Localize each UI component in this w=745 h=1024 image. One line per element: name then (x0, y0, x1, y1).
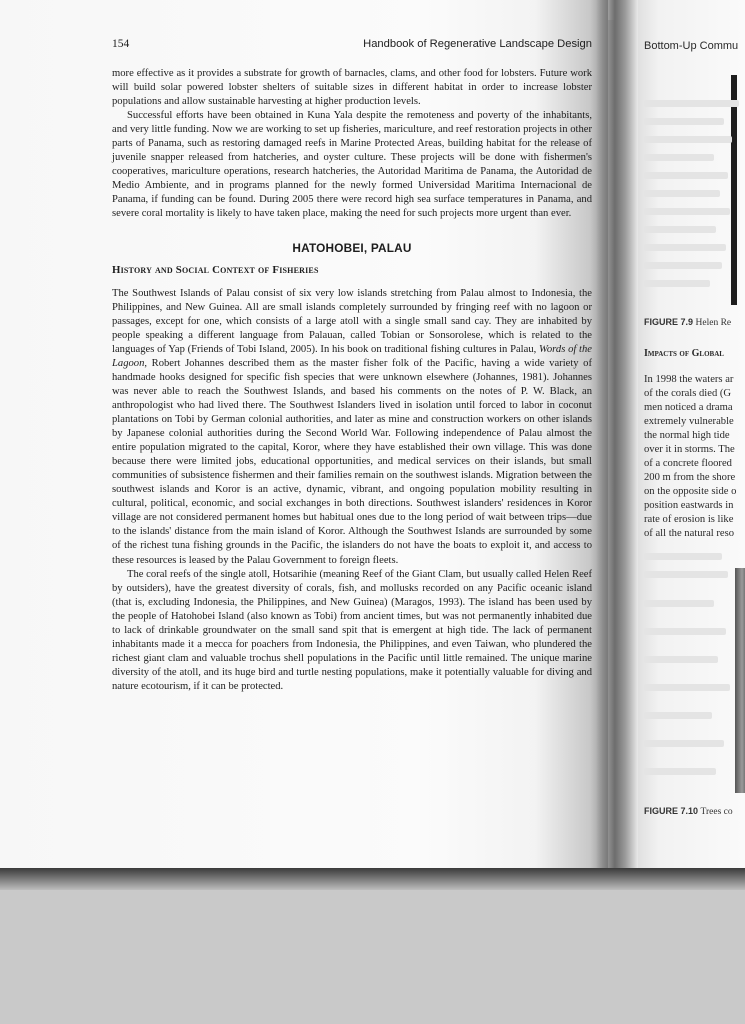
paragraph-coral-reefs: The coral reefs of the single atoll, Hotsarihie (meaning Reef of the Giant Clam, but usually called Helen Reef by outsiders), have the greatest diversity of corals, fish, and mollusks recorded on any Pacific oceanic island (that is, excluding Indonesia, the Philippines, and New Guinea) (Maragos, 1993). The island has been used by the people of Hatohobei Island (also known as Tobi) from ancient times, but was not permanently inhabited due to lack of drinkable groundwater on the small sand spit that is emergent at high tide. The lack of permanent inhabitants made it a mecca for poachers from Indonesia, the Philippines, and even Taiwan, who plundered the richest giant clam and valuable trochus shell populations in the Pacific until little remained. The unique marine diversity of the atoll, and its huge bird and turtle nesting populations, make it potentially valuable for diving and nature ecotourism, if it can be protected. (112, 568, 592, 692)
faint-text-line (644, 684, 730, 691)
faint-text-line (644, 600, 714, 607)
paragraph-southwest-islands (112, 287, 592, 568)
figure-label: FIGURE 7.9 (644, 317, 694, 327)
faint-text-line (644, 100, 739, 107)
right-text-line: on the opposite side o (644, 486, 737, 497)
figure-7-9-photo-edge (731, 75, 737, 305)
running-head (112, 38, 592, 54)
faint-text-line (644, 262, 722, 269)
subsection-heading: History and Social Context of Fisheries (112, 263, 319, 276)
right-text-line: of all the natural reso (644, 528, 735, 539)
faint-text-line (644, 208, 730, 215)
faint-text-line (644, 571, 728, 578)
faint-text-line (644, 190, 720, 197)
faint-text-line (644, 136, 732, 143)
scanner-surface (0, 890, 745, 1024)
figure-caption-text: Trees co (700, 807, 733, 817)
faint-text-line (644, 226, 716, 233)
right-text-line: of a concrete floored (644, 458, 732, 469)
figure-caption-text: Helen Re (695, 318, 732, 328)
body-text (112, 67, 592, 694)
right-text-line: extremely vulnerable (644, 416, 734, 427)
faint-text-line (644, 280, 710, 287)
right-text-line: In 1998 the waters ar (644, 374, 734, 385)
faint-text-line (644, 172, 728, 179)
faint-text-line (644, 118, 724, 125)
faint-text-line (644, 740, 724, 747)
right-running-title: Bottom-Up Commu (644, 40, 739, 52)
section-heading: HATOHOBEI, PALAU (292, 240, 412, 255)
right-text-line: position eastwards in (644, 500, 734, 511)
right-text-line: over it in storms. The (644, 444, 735, 455)
figure-7-10-photo-edge (735, 568, 745, 793)
right-book-page (630, 0, 745, 875)
paragraph-lobster: more effective as it provides a substrate for growth of barnacles, clams, and other food for lobsters. Future work will build solar powered lobster shelters of suitable sizes in different habitat in order to increase lobster populations and allow sustainable harvesting at higher production levels. (112, 68, 592, 108)
faint-text-line (644, 553, 722, 560)
page-bottom-shadow (0, 868, 745, 890)
right-text-line: the normal high tide (644, 430, 730, 441)
paragraph-text-part: , Robert Johannes described them as the master fisher folk of the Pacific, having a wide variety of handmade hooks designed for specific fish species that were unknown elsewhere (Johannes, 1981). Johannes was never able to reach the Southwest Islands, and based his comments on the notes of P. W. Black, an anthropologist who had lived there. The Southwest Islanders lived in isolation until forced to labor in coconut plantations on Tobi by German colonial authorities, and later as mine and construction workers on other islands by Japanese colonial authorities during the Second World War. Following independence of Palau almost the entire population migrated to the capital, Koror, where they have established their own village. This was done because there were limited jobs, educational opportunities, and medical services on their islands, but small communities of subsistence fishermen and their families remain on the southwest islands. Migration between the southwest islands and Koror is an active, dynamic, vibrant, and ongoing population mobility resulting in cultural, political, economic, and social exchanges in both directions. Southwest islanders' residences in Koror village are not considered permanent homes but habitual ones due to the long period of wait between trips—due to the islands' distance from the main island of Koror. Although the Southwest Islands are surrounded by some of the richest tuna fishing grounds in the Pacific, the islanders do not have the boats to exploit it, and access to these resources is leased by the Palau Government to foreign fleets. (112, 357, 592, 566)
paragraph-text-part: The Southwest Islands of Palau consist of six very low islands stretching from Palau almost to Indonesia, the Philippines, and New Guinea. All are small islands completely surrounded by fringing reef with no lagoon or passages, except for one, which consists of a large atoll with a single small sand cay. They are inhabited by people speaking a different language from Palauan, called Tobian or Sonsorolese, which is related to the languages of Yap (Friends of Tobi Island, 2005). In his book on traditional fishing cultures in Palau, (112, 287, 592, 355)
book-title-italic: Words of the Lagoon (112, 343, 592, 369)
faint-text-line (644, 154, 714, 161)
figure-7-9-caption (644, 317, 731, 328)
faint-text-line (644, 656, 718, 663)
impacts-heading: Impacts of Global (644, 348, 724, 359)
book-gutter-shadow (596, 0, 638, 873)
faint-text-line (644, 712, 712, 719)
right-text-line: rate of erosion is like (644, 514, 734, 525)
running-title: Handbook of Regenerative Landscape Design (363, 38, 592, 50)
right-text-line: men noticed a drama (644, 402, 733, 413)
faint-text-line (644, 244, 726, 251)
paragraph-kuna-yala: Successful efforts have been obtained in Kuna Yala despite the remoteness and poverty of the inhabitants, and very little funding. Now we are working to set up fisheries, mariculture, and reef restoration projects in other parts of Panama, such as restoring damaged reefs in Marine Protected Areas, building habitat for the release of juvenile snapper released from hatcheries, and oyster culture. These projects will be done with fishermen's cooperatives, mariculture operations, research hatcheries, the Autoridad Maritima de Panama, the Autoridad de Medio Ambiente, and in programs planned for the newly formed Universidad Maritima Internacional de Panama, if funding can be found. During 2005 there were record high sea surface temperatures in Panama, and severe coral mortality is likely to have taken place, making the need for such projects more urgent than ever. (112, 110, 592, 220)
faint-text-line (644, 628, 726, 635)
right-text-line: 200 m from the shore (644, 472, 736, 483)
page-number: 154 (112, 38, 130, 50)
figure-7-10-caption (644, 806, 733, 817)
faint-text-line (644, 768, 716, 775)
figure-label: FIGURE 7.10 (644, 806, 699, 816)
right-text-line: of the corals died (G (644, 388, 732, 399)
